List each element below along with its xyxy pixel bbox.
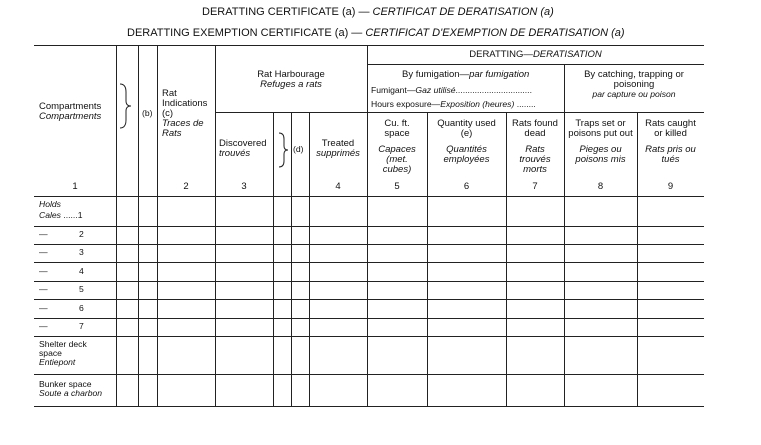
hline-header-bottom: [34, 196, 704, 197]
rats-found-dead-header: Rats found dead Rats trouvés morts: [512, 118, 558, 175]
rat-indications-header: Rat Indications (c) Traces de Rats: [162, 88, 208, 139]
vline-col1-right: [116, 45, 117, 406]
hline-top: [34, 45, 704, 46]
hline-bottom: [34, 406, 704, 407]
exemption-title: DERATTING EXEMPTION CERTIFICATE (a) — CERTIFICAT D'EXEMPTION DE DERATISATION (a): [127, 27, 625, 39]
column-number: 2: [183, 181, 189, 192]
b-note: (b): [142, 108, 153, 118]
hline-deratting: [367, 64, 704, 65]
cu-ft-header: Cu. ft. space Capaces (met. cubes): [378, 118, 416, 175]
hold-row-label: — 3: [39, 247, 84, 257]
hold-row-label: — 7: [39, 321, 84, 331]
column-number: 6: [463, 181, 470, 192]
hours-line: Hours exposure—Exposition (heures) ........: [371, 99, 536, 109]
vline-d-right: [291, 112, 292, 406]
column-number: 5: [394, 181, 400, 192]
d-note: (d): [293, 144, 304, 154]
holds-label: Holds: [39, 199, 61, 209]
cales-label: Cales ......1: [39, 210, 83, 220]
hold-row-label: — 5: [39, 284, 84, 294]
hline-row: [34, 244, 704, 245]
fumigant-line: Fumigant—Gaz utilisé................................: [371, 85, 532, 95]
hline-method: [367, 112, 704, 113]
certificate-title: DERATTING CERTIFICATE (a) — CERTIFICAT DE DERATISATION (a): [202, 6, 554, 18]
hline-row: [34, 318, 704, 319]
vline-d-left: [273, 112, 274, 406]
compartments-brace: [118, 82, 132, 130]
fumigation-header: By fumigation—par fumigation: [402, 69, 530, 80]
hold-row-label: — 2: [39, 229, 84, 239]
column-number: 1: [72, 181, 78, 192]
column-number: 9: [667, 181, 674, 192]
discovered-header: Discovered trouvés: [219, 138, 267, 159]
discovered-brace: [277, 131, 289, 169]
vline-col2-left: [157, 45, 158, 406]
hline-row: [34, 299, 704, 300]
deratting-header: DERATTING—DERATISATION: [469, 49, 602, 60]
column-number: 3: [241, 181, 247, 192]
vline-col8-left: [564, 64, 565, 406]
hline-row: [34, 374, 704, 375]
hold-row-label: — 6: [39, 303, 84, 313]
bunker-space-label: Bunker space Soute a charbon: [39, 379, 103, 399]
rats-caught-header: Rats caught or killed Rats pris ou tués: [645, 118, 696, 165]
column-number: 8: [597, 181, 604, 192]
rat-harbourage-header: Rat Harbourage Refuges a rats: [257, 69, 325, 90]
quantity-used-header: Quantity used (e) Quantités employées: [437, 118, 496, 165]
treated-header: Treated supprimés: [316, 138, 360, 159]
hold-row-label: — 4: [39, 266, 84, 276]
catching-header: By catching, trapping or poisoning par capture ou poison: [584, 69, 684, 99]
hline-row: [34, 281, 704, 282]
vline-col5-left: [367, 45, 368, 406]
hline-row: [34, 262, 704, 263]
column-number: 4: [335, 181, 341, 192]
shelter-deck-label: Shelter deck space Entiepont: [39, 339, 87, 368]
traps-set-header: Traps set or poisons put out Pieges ou poisons mis: [568, 118, 633, 165]
compartments-header: Compartments Compartments: [39, 101, 102, 122]
vline-b-right: [138, 45, 139, 406]
hline-row: [34, 336, 704, 337]
vline-col3-left: [215, 45, 216, 406]
column-number: 7: [532, 181, 538, 192]
hline-row: [34, 226, 704, 227]
